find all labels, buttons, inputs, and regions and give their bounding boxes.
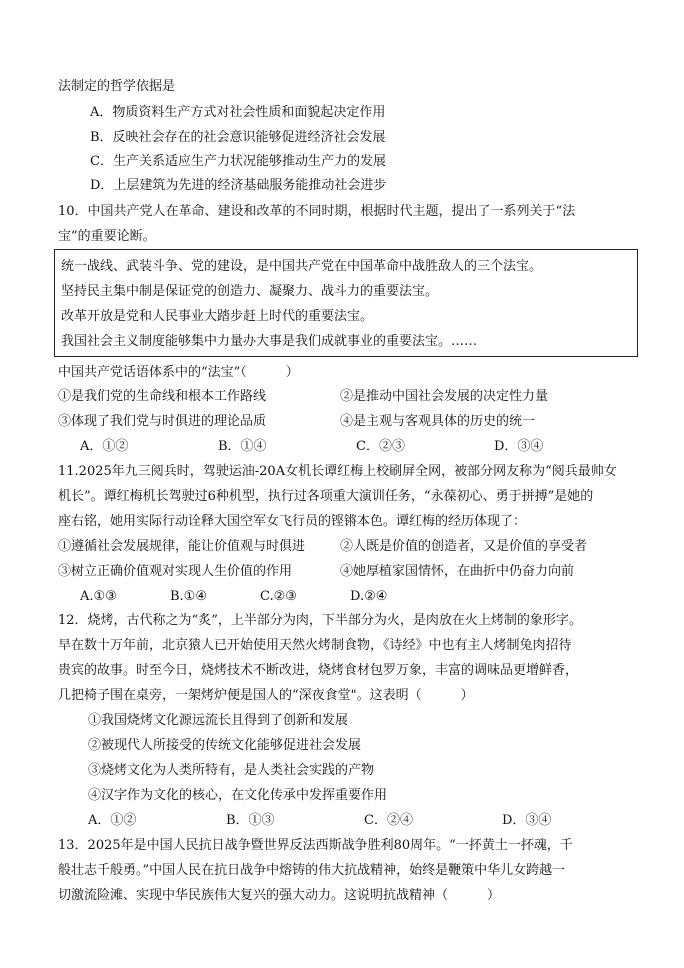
q9-option-a: A．物质资料生产方式对社会性质和面貌起决定作用 <box>90 105 386 120</box>
q12-answer-a: A．①② <box>88 813 137 828</box>
q13-stem-line2: 般壮志千般勇。”中国人民在抗日战争中熔铸的伟大抗战精神，始终是鞭策中华儿女跨越一 <box>58 863 566 878</box>
q10-items-row1 <box>58 388 548 406</box>
q12-answer-b: B．①③ <box>226 813 275 828</box>
q10-box-line1: 统一战线、武装斗争、党的建设，是中国共产党在中国革命中战胜敌人的三个法宝。 <box>61 259 543 274</box>
q11-answer-a: A.①③ <box>80 589 117 604</box>
q10-stem-line1: 10．中国共产党人在革命、建设和改革的不同时期，根据时代主题，提出了一系列关于“法 <box>58 204 576 219</box>
q11-answer-b: B.①④ <box>170 589 207 604</box>
q10-items-row2 <box>58 413 535 431</box>
q11-item-1: ①遵循社会发展规律，能让价值观与时俱进 <box>58 539 306 554</box>
q11-item-2: ②人既是价值的创造者，又是价值的享受者 <box>340 539 588 554</box>
q11-items-row2 <box>58 563 574 581</box>
q10-answer-b: B．①④ <box>218 439 267 454</box>
q10-box-line3: 改革开放是党和人民事业大踏步赶上时代的重要法宝。 <box>61 309 374 324</box>
q12-answer-c: C．②④ <box>364 813 413 828</box>
q11-stem-line3: 座右铭，她用实际行动诠释大国空军女飞行员的铿锵本色。谭红梅的经历体现了： <box>58 514 527 529</box>
q11-items-row1 <box>58 538 587 556</box>
q9-option-c: C．生产关系适应生产力状况能够推动生产力的发展 <box>90 154 386 169</box>
q12-answer-d: D．③④ <box>502 813 552 828</box>
q10-answer-c: C．②③ <box>356 439 405 454</box>
q12-stem-line3: 贵宾的故事。时至今日，烧烤技术不断改进，烧烤食材包罗万象，丰富的调味品更增鲜香， <box>58 663 579 678</box>
q10-item-3: ③体现了我们党与时俱进的理论品质 <box>58 414 267 429</box>
q11-item-3: ③树立正确价值观对实现人生价值的作用 <box>58 564 293 579</box>
q13-stem-line3: 切激流险滩、实现中华民族伟大复兴的强大动力。这说明抗战精神（ ） <box>58 888 501 903</box>
q10-answer-row <box>80 438 632 456</box>
q12-stem-line1: 12．烧烤，古代称之为“炙”，上半部分为肉，下半部分为火，是肉放在火上烤制的象形字。 <box>58 613 582 628</box>
q11-stem-line1: 11.2025年九三阅兵时，驾驶运油-20A女机长谭红梅上校刷屏全网，被部分网友称为“阅兵最帅女 <box>58 464 617 479</box>
q10-item-4: ④是主观与客观具体的历史的统一 <box>340 414 536 429</box>
q11-answer-d: D.②④ <box>350 589 388 604</box>
q12-item-3: ③烧烤文化为人类所特有，是人类社会实践的产物 <box>88 763 375 778</box>
q12-answer-row <box>88 812 640 830</box>
q12-item-1: ①我国烧烤文化源远流长且得到了创新和发展 <box>88 713 349 728</box>
q9-option-d: D．上层建筑为先进的经济基础服务能推动社会进步 <box>90 178 387 193</box>
q10-item-1: ①是我们党的生命线和根本工作路线 <box>58 389 267 404</box>
q12-stem-line2: 早在数十万年前，北京猿人已开始使用天然火烤制食物，《诗经》中也有主人烤制兔肉招待 <box>58 638 572 653</box>
q10-quote-box <box>54 249 638 357</box>
q10-stem-line2: 宝”的重要论断。 <box>58 229 156 244</box>
q13-stem-line1: 13．2025年是中国人民抗日战争暨世界反法西斯战争胜利80周年。“一抔黄土一抔魂，千 <box>58 838 573 853</box>
q11-answer-c: C.②③ <box>260 589 297 604</box>
q12-item-4: ④汉字作为文化的核心，在文化传承中发挥重要作用 <box>88 788 388 803</box>
q10-answer-a: A．①② <box>80 439 129 454</box>
q11-item-4: ④她厚植家国情怀，在曲折中仍奋力向前 <box>340 564 575 579</box>
q10-box-line4: 我国社会主义制度能够集中力量办大事是我们成就事业的重要法宝。…… <box>61 334 478 349</box>
q10-question: 中国共产党话语体系中的“法宝”（ ） <box>58 365 299 380</box>
q9-stem-tail: 法制定的哲学依据是 <box>58 79 176 94</box>
q10-answer-d: D．③④ <box>494 439 544 454</box>
q12-item-2: ②被现代人所接受的传统文化能够促进社会发展 <box>88 738 362 753</box>
q11-answer-row <box>80 588 440 606</box>
q12-stem-line4: 几把椅子围在桌旁，一架烤炉便是国人的“深夜食堂"。这表明（ ） <box>58 688 474 703</box>
q10-item-2: ②是推动中国社会发展的决定性力量 <box>340 389 549 404</box>
q9-option-b: B．反映社会存在的社会意识能够促进经济社会发展 <box>90 130 386 145</box>
q11-stem-line2: 机长”。谭红梅机长驾驶过6种机型，执行过各项重大演训任务，“永葆初心、勇于拼搏”是她的 <box>58 489 594 504</box>
q10-box-line2: 坚持民主集中制是保证党的创造力、凝聚力、战斗力的重要法宝。 <box>61 284 439 299</box>
